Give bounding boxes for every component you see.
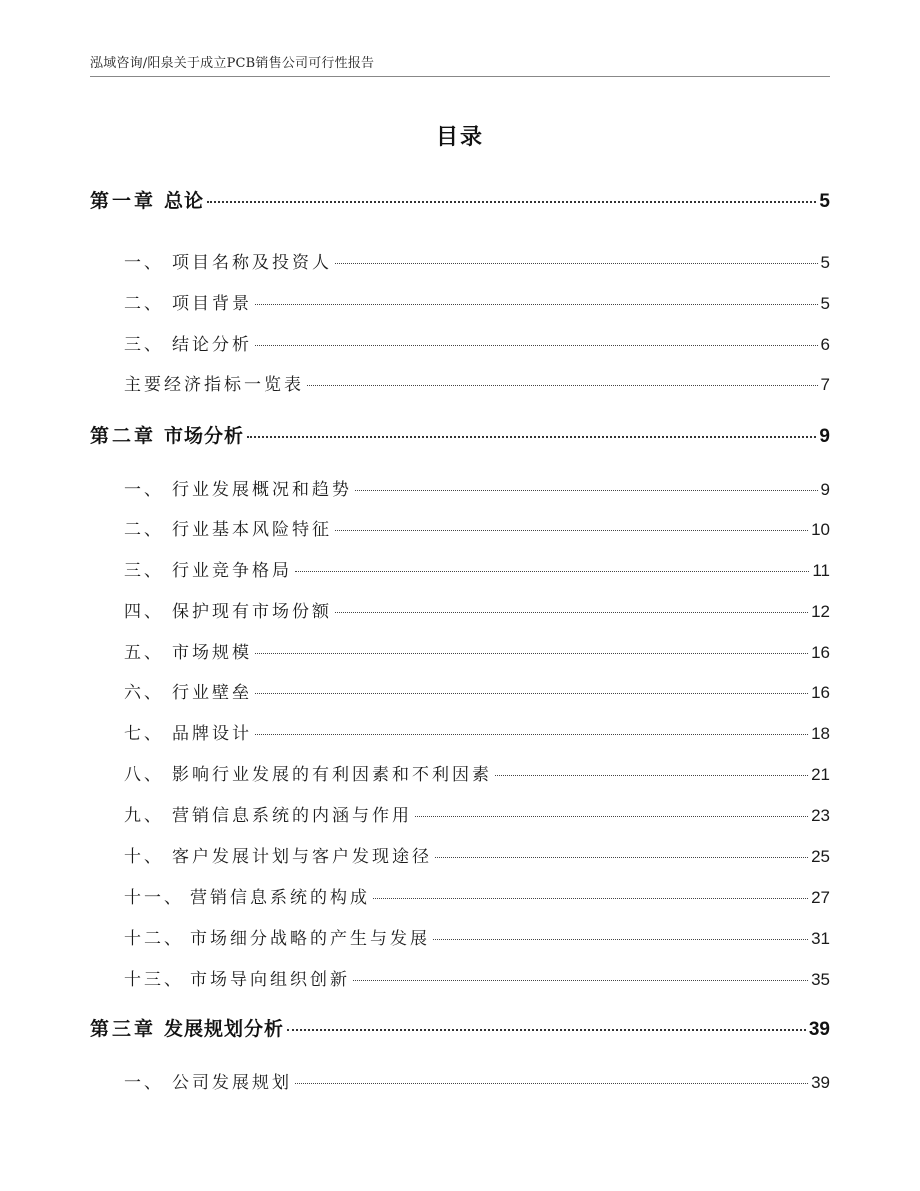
toc-section-2-6[interactable]	[90, 678, 830, 703]
toc-entry-number: 三、	[124, 561, 164, 581]
toc-entry-text: 市场导向组织创新	[190, 970, 350, 990]
toc-chapter-1[interactable]	[90, 186, 830, 213]
toc-entry-number: 五、	[124, 643, 164, 663]
toc-page-number: 21	[811, 765, 830, 784]
toc-section-2-13[interactable]	[90, 965, 830, 990]
toc-entry-text: 市场规模	[172, 643, 252, 663]
toc-entry-number: 七、	[124, 724, 164, 744]
toc-entry-text: 品牌设计	[172, 724, 252, 744]
toc-page-number: 27	[811, 888, 830, 907]
toc-page-number: 25	[811, 847, 830, 866]
toc-entry-text: 行业壁垒	[172, 683, 252, 703]
dot-leader	[415, 816, 808, 817]
dot-leader	[247, 436, 816, 438]
toc-section-2-5[interactable]	[90, 638, 830, 663]
toc-entry-number: 十三、	[124, 970, 184, 990]
dot-leader	[207, 201, 816, 203]
dot-leader	[295, 1083, 808, 1084]
toc-entry-text: 保护现有市场份额	[172, 602, 332, 622]
toc-page-number: 39	[811, 1073, 830, 1092]
toc-section-2-4[interactable]	[90, 597, 830, 622]
toc-page-number: 7	[820, 375, 830, 394]
toc-entry-text: 客户发展计划与客户发现途径	[172, 847, 432, 867]
toc-entry-number: 一、	[124, 480, 164, 500]
toc-entry-text: 发展规划分析	[164, 1018, 285, 1040]
toc-entry-number: 一、	[124, 253, 164, 273]
toc-entry-number: 第二章	[90, 425, 157, 447]
toc-entry-text: 主要经济指标一览表	[124, 375, 304, 395]
toc-section-2-1[interactable]	[90, 475, 830, 500]
toc-entry-number: 十、	[124, 847, 164, 867]
toc-entry-text: 影响行业发展的有利因素和不利因素	[172, 765, 492, 785]
toc-chapter-2[interactable]	[90, 421, 830, 448]
toc-entry-text: 市场分析	[164, 425, 245, 447]
dot-leader	[373, 898, 808, 899]
toc-section-2-12[interactable]	[90, 924, 830, 949]
toc-entry-text: 行业发展概况和趋势	[172, 480, 352, 500]
toc-page-number: 11	[812, 561, 830, 580]
toc-page-number: 16	[811, 643, 830, 662]
dot-leader	[495, 775, 808, 776]
toc-page-number: 9	[820, 480, 830, 499]
dot-leader	[255, 304, 818, 305]
toc-entry-number: 八、	[124, 765, 164, 785]
dot-leader	[255, 345, 818, 346]
toc-page-number: 16	[811, 683, 830, 702]
toc-page-number: 6	[820, 335, 830, 354]
toc-section-2-10[interactable]	[90, 842, 830, 867]
toc-page-number: 23	[811, 806, 830, 825]
toc-page-number: 5	[819, 191, 830, 212]
toc-page-number: 18	[811, 724, 830, 743]
dot-leader	[255, 734, 808, 735]
toc-section-1-3[interactable]	[90, 330, 830, 355]
dot-leader	[335, 530, 808, 531]
toc-entry-text: 结论分析	[172, 335, 252, 355]
toc-entry-text: 市场细分战略的产生与发展	[190, 929, 430, 949]
dot-leader	[353, 980, 808, 981]
toc-page-number: 35	[811, 970, 830, 989]
dot-leader	[295, 571, 809, 572]
toc-entry-number: 第一章	[90, 190, 157, 212]
toc-section-2-3[interactable]	[90, 556, 830, 581]
dot-leader	[307, 385, 818, 386]
toc-entry-number: 九、	[124, 806, 164, 826]
toc-chapter-3[interactable]	[90, 1014, 830, 1041]
toc-entry-text: 营销信息系统的内涵与作用	[172, 806, 412, 826]
toc-section-1-1[interactable]	[90, 248, 830, 273]
dot-leader	[287, 1029, 806, 1031]
toc-section-3-1[interactable]	[90, 1068, 830, 1093]
running-header: 泓域咨询/阳泉关于成立PCB销售公司可行性报告	[90, 56, 375, 71]
toc-section-2-8[interactable]	[90, 760, 830, 785]
toc-section-1-table[interactable]	[90, 370, 830, 395]
toc-page-number: 39	[808, 1019, 830, 1040]
toc-section-1-2[interactable]	[90, 289, 830, 314]
toc-page-number: 9	[819, 426, 830, 447]
toc-page-number: 5	[820, 253, 830, 272]
dot-leader	[255, 693, 808, 694]
dot-leader	[335, 612, 808, 613]
toc-section-2-2[interactable]	[90, 515, 830, 540]
toc-entry-text: 项目名称及投资人	[172, 253, 332, 273]
toc-section-2-11[interactable]	[90, 883, 830, 908]
toc-section-2-7[interactable]	[90, 719, 830, 744]
dot-leader	[435, 857, 808, 858]
toc-page-number: 12	[811, 602, 830, 621]
dot-leader	[335, 263, 818, 264]
toc-entry-number: 二、	[124, 294, 164, 314]
toc-entry-text: 总论	[164, 190, 205, 212]
toc-section-2-9[interactable]	[90, 801, 830, 826]
toc-entry-text: 行业竞争格局	[172, 561, 292, 581]
toc-entry-number: 十二、	[124, 929, 184, 949]
toc-entry-number: 三、	[124, 335, 164, 355]
header-divider	[90, 76, 830, 77]
toc-entry-number: 六、	[124, 683, 164, 703]
dot-leader	[433, 939, 808, 940]
toc-entry-text: 营销信息系统的构成	[190, 888, 370, 908]
toc-title: 目录	[435, 125, 484, 150]
dot-leader	[255, 653, 808, 654]
toc-entry-number: 十一、	[124, 888, 184, 908]
toc-page-number: 10	[811, 520, 830, 539]
toc-entry-number: 四、	[124, 602, 164, 622]
toc-entry-text: 项目背景	[172, 294, 252, 314]
toc-entry-number: 第三章	[90, 1018, 157, 1040]
toc-entry-number: 一、	[124, 1073, 164, 1093]
toc-entry-number: 二、	[124, 520, 164, 540]
toc-entry-text: 行业基本风险特征	[172, 520, 332, 540]
toc-page-number: 31	[811, 929, 830, 948]
toc-page-number: 5	[820, 294, 830, 313]
toc-entry-text: 公司发展规划	[172, 1073, 292, 1093]
dot-leader	[355, 490, 818, 491]
